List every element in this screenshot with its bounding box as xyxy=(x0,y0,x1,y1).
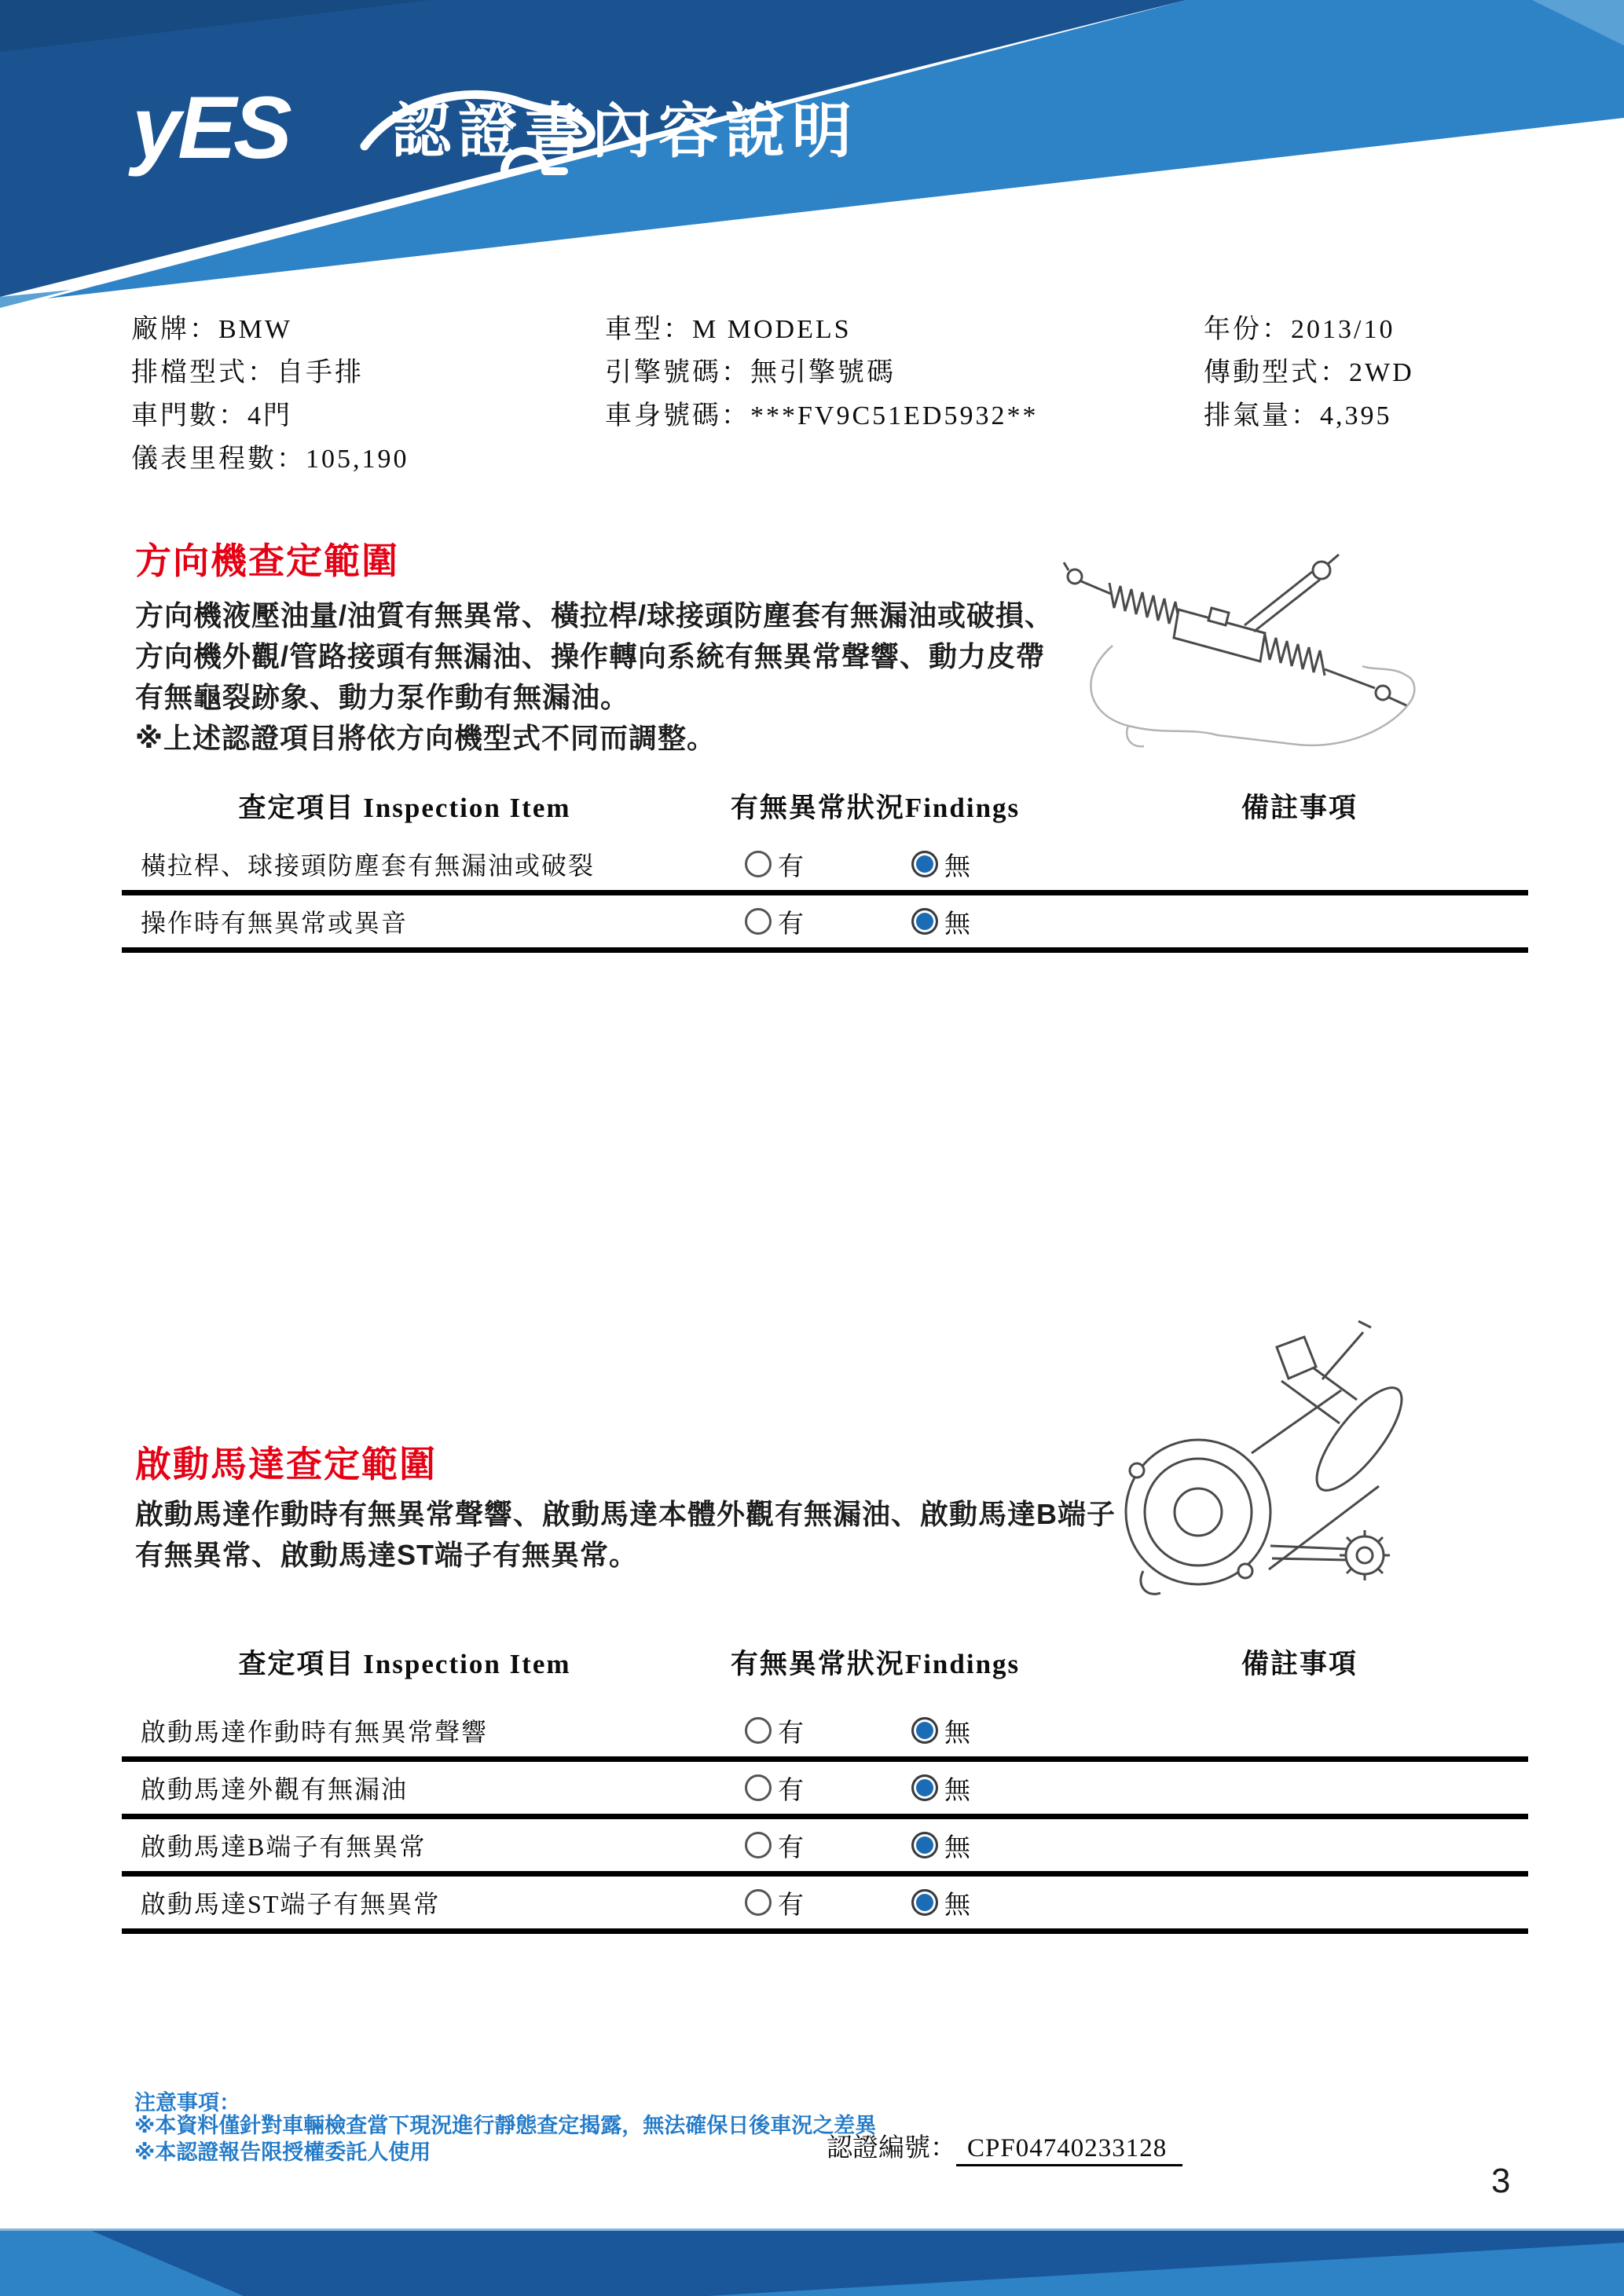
radio-unselected-icon xyxy=(745,1832,772,1858)
radio-selected-icon xyxy=(911,1717,938,1744)
vehicle-info-line: 車身號碼：***FV9C51ED5932** xyxy=(605,401,1039,430)
notice-line: ※本認證報告限授權委託人使用 xyxy=(134,2140,431,2164)
finding-option-yes xyxy=(745,1877,804,1928)
finding-option-yes xyxy=(745,1819,804,1871)
section-description-line: 啟動馬達作動時有無異常聲響、啟動馬達本體外觀有無漏油、啟動馬達B端子 xyxy=(135,1498,1116,1530)
steering-rack-illustration xyxy=(1062,550,1432,762)
footer-banner xyxy=(0,2228,1624,2296)
certificate-number-label: 認證編號： xyxy=(827,2134,956,2162)
finding-yes-label: 有 xyxy=(778,1719,804,1748)
finding-option-no xyxy=(911,1762,970,1814)
table-header-row xyxy=(122,782,1528,838)
yes-logo xyxy=(132,79,289,179)
finding-option-no xyxy=(911,1819,970,1871)
col-header-inspection-item: 查定項目 Inspection Item xyxy=(238,1649,571,1679)
vehicle-info-line: 儀表里程數：105,190 xyxy=(131,445,409,474)
inspection-table-row xyxy=(122,1819,1528,1877)
section-title-starter: 啟動馬達查定範圍 xyxy=(135,1444,437,1485)
notice-list xyxy=(134,2112,876,2166)
inspection-table-row xyxy=(122,1762,1528,1819)
radio-unselected-icon xyxy=(745,851,772,877)
finding-yes-label: 有 xyxy=(778,910,804,939)
certificate-number-value: CPF04740233128 xyxy=(956,2134,1182,2166)
finding-no-label: 無 xyxy=(944,852,970,881)
col-header-remarks: 備註事項 xyxy=(1241,793,1358,823)
section-description-steering xyxy=(135,595,1125,759)
finding-option-yes xyxy=(745,838,804,890)
vehicle-info-column xyxy=(131,308,409,481)
inspection-table-row xyxy=(122,1877,1528,1934)
vehicle-info-line: 傳動型式：2WD xyxy=(1204,358,1414,387)
radio-unselected-icon xyxy=(745,1717,772,1744)
section-description-line: 方向機外觀/管路接頭有無漏油、操作轉向系統有無異常聲響、動力皮帶 xyxy=(135,640,1046,672)
starter-motor-illustration xyxy=(1088,1320,1418,1634)
finding-no-label: 無 xyxy=(944,1891,970,1920)
vehicle-info-column xyxy=(1204,308,1414,438)
finding-option-yes xyxy=(745,1705,804,1756)
radio-selected-icon xyxy=(911,1774,938,1801)
inspection-table-row xyxy=(122,895,1528,953)
col-header-findings: 有無異常狀況Findings xyxy=(730,1649,1021,1679)
inspection-table-steering xyxy=(122,782,1528,953)
vehicle-info-line: 車型：M MODELS xyxy=(605,315,852,344)
vehicle-info-line: 年份：2013/10 xyxy=(1204,315,1395,344)
finding-yes-label: 有 xyxy=(778,1833,804,1862)
finding-no-label: 無 xyxy=(944,910,970,939)
certificate-number-row xyxy=(827,2127,1182,2164)
finding-option-no xyxy=(911,1877,970,1928)
inspection-table-row xyxy=(122,838,1528,895)
footer-top-edge xyxy=(0,2228,1624,2231)
radio-selected-icon xyxy=(911,1832,938,1858)
vehicle-info-line: 車門數：4門 xyxy=(131,401,292,430)
notice-title: 注意事項： xyxy=(134,2091,240,2115)
finding-no-label: 無 xyxy=(944,1719,970,1748)
radio-selected-icon xyxy=(911,1889,938,1916)
vehicle-info-line: 廠牌：BMW xyxy=(131,315,292,344)
vehicle-info-line: 引擎號碼：無引擎號碼 xyxy=(605,358,896,387)
inspection-item-label: 啟動馬達B端子有無異常 xyxy=(141,1833,427,1861)
section-description-line: 有無異常、啟動馬達ST端子有無異常。 xyxy=(135,1539,639,1571)
finding-no-label: 無 xyxy=(944,1833,970,1862)
section-title-steering: 方向機查定範圍 xyxy=(135,540,399,581)
vehicle-info-column xyxy=(605,308,1038,438)
section-description-line: 方向機液壓油量/油質有無異常、橫拉桿/球接頭防塵套有無漏油或破損、 xyxy=(135,599,1054,632)
radio-unselected-icon xyxy=(745,908,772,935)
radio-selected-icon xyxy=(911,908,938,935)
vehicle-info-line: 排氣量：4,395 xyxy=(1204,401,1392,430)
notice-line: ※本資料僅針對車輛檢查當下現況進行靜態查定揭露，無法確保日後車況之差異 xyxy=(134,2114,877,2137)
yes-logo-text: yES xyxy=(132,79,289,177)
section-description-starter xyxy=(135,1494,1125,1576)
inspection-table-row xyxy=(122,1705,1528,1762)
finding-yes-label: 有 xyxy=(778,1891,804,1920)
finding-option-no xyxy=(911,838,970,890)
vehicle-info-line: 排檔型式：自手排 xyxy=(131,358,364,387)
radio-unselected-icon xyxy=(745,1774,772,1801)
radio-unselected-icon xyxy=(745,1889,772,1916)
inspection-item-label: 橫拉桿、球接頭防塵套有無漏油或破裂 xyxy=(141,851,596,880)
inspection-item-label: 啟動馬達外觀有無漏油 xyxy=(141,1775,409,1803)
table-header-row xyxy=(122,1638,1528,1705)
col-header-inspection-item: 查定項目 Inspection Item xyxy=(238,793,571,823)
finding-option-yes xyxy=(745,1762,804,1814)
inspection-item-label: 操作時有無異常或異音 xyxy=(141,909,409,937)
inspection-item-label: 啟動馬達ST端子有無異常 xyxy=(141,1890,441,1918)
finding-option-no xyxy=(911,1705,970,1756)
section-description-line: 有無龜裂跡象、動力泵作動有無漏油。 xyxy=(135,681,630,713)
col-header-remarks: 備註事項 xyxy=(1241,1649,1358,1679)
finding-option-yes xyxy=(745,895,804,947)
inspection-table-starter xyxy=(122,1638,1528,1934)
inspection-item-label: 啟動馬達作動時有無異常聲響 xyxy=(141,1718,489,1746)
finding-no-label: 無 xyxy=(944,1776,970,1805)
radio-selected-icon xyxy=(911,851,938,877)
finding-yes-label: 有 xyxy=(778,1776,804,1805)
section-description-line: ※上述認證項目將依方向機型式不同而調整。 xyxy=(135,722,716,754)
finding-option-no xyxy=(911,895,970,947)
page-title: 認證書內容說明 xyxy=(391,98,859,165)
finding-yes-label: 有 xyxy=(778,852,804,881)
col-header-findings: 有無異常狀況Findings xyxy=(730,793,1021,823)
page-number: 3 xyxy=(1491,2162,1511,2200)
